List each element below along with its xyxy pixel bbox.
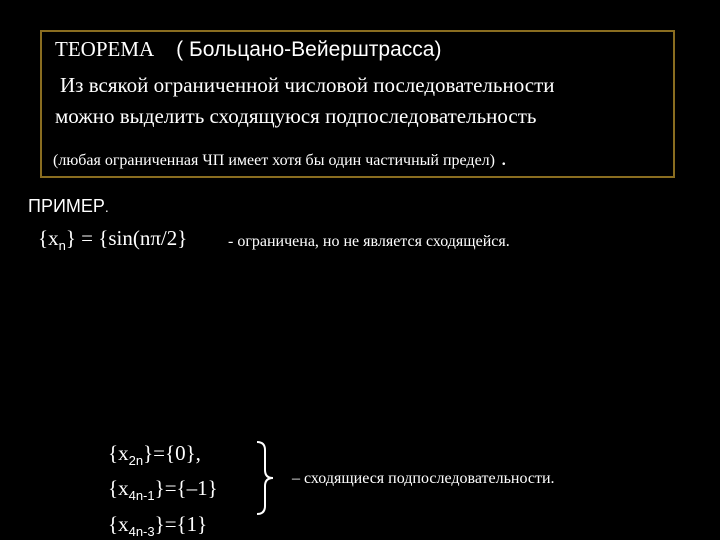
sequence-description: - ограничена, но не является сходящейся. bbox=[228, 233, 510, 250]
theorem-name: ( Больцано-Вейерштрасса) bbox=[176, 38, 442, 61]
theorem-statement-line2: можно выделить сходящуюся подпоследовательность bbox=[55, 104, 537, 128]
subsequence-rest: }={–1} bbox=[154, 476, 218, 500]
right-brace-icon bbox=[255, 440, 277, 516]
subsequence-item bbox=[108, 441, 201, 468]
subsequence-subscript: 4n-3 bbox=[128, 524, 155, 539]
subsequence-open: {x bbox=[108, 512, 129, 536]
subsequence-subscript: 4n-1 bbox=[128, 488, 155, 503]
theorem-heading bbox=[55, 37, 441, 62]
subsequence-open: {x bbox=[108, 476, 129, 500]
subsequence-rest: }={1} bbox=[154, 512, 208, 536]
theorem-note-text: (любая ограниченная ЧП имеет хотя бы один частичный предел) bbox=[53, 152, 495, 169]
subsequence-subscript: 2n bbox=[128, 453, 144, 468]
sequence-open: {x bbox=[38, 226, 59, 250]
subsequence-item bbox=[108, 512, 207, 539]
subsequence-rest: }={0}, bbox=[143, 441, 201, 465]
theorem-note bbox=[53, 145, 506, 171]
theorem-label: ТЕОРЕМА bbox=[55, 37, 155, 61]
sequence-definition bbox=[38, 226, 187, 253]
example-label bbox=[28, 196, 109, 217]
theorem-note-dot: . bbox=[500, 145, 507, 170]
theorem-statement-line1: Из всякой ограниченной числовой последовательности bbox=[60, 73, 555, 97]
sequence-rest: } = {sin(nπ/2} bbox=[65, 226, 188, 250]
subsequence-description: – сходящиеся подпоследовательности. bbox=[292, 470, 555, 487]
example-label-dot: . bbox=[104, 199, 109, 215]
sequence-subscript: n bbox=[58, 238, 66, 253]
example-label-text: ПРИМЕР bbox=[28, 196, 105, 216]
subsequence-open: {x bbox=[108, 441, 129, 465]
subsequence-item bbox=[108, 476, 218, 503]
